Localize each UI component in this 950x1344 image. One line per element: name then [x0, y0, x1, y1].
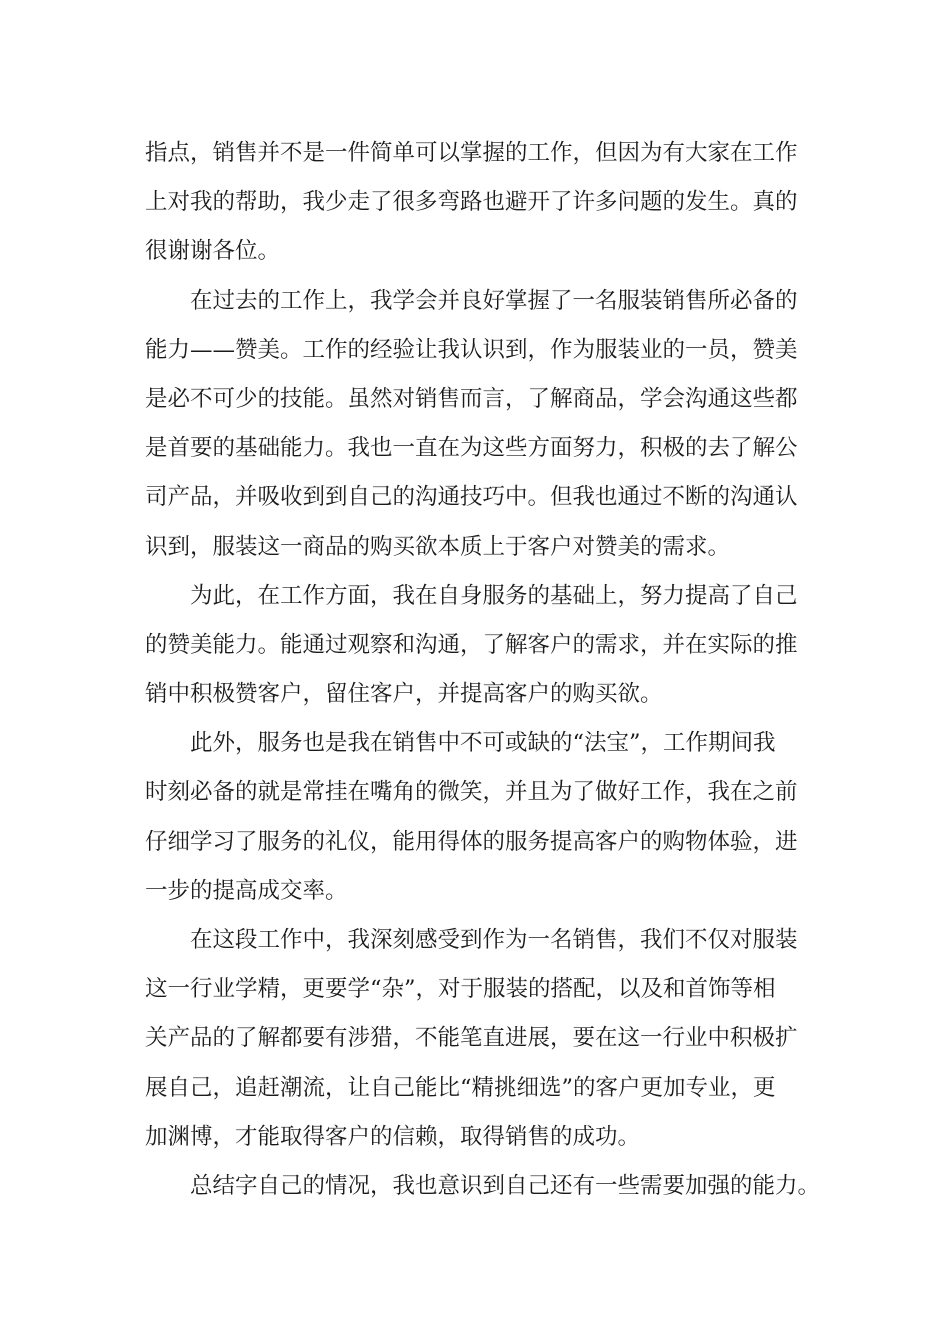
- paragraph-first-line: 在这段工作中，我深刻感受到作为一名销售，我们不仅对服装: [190, 927, 798, 953]
- text-line: 是必不可少的技能。虽然对销售而言，了解商品，学会沟通这些都: [145, 385, 798, 412]
- text-line: 识到，服装这一商品的购买欲本质上于客户对赞美的需求。: [145, 533, 731, 560]
- document-body: [145, 129, 835, 1211]
- text-line: 关产品的了解都要有涉猎，不能笔直进展，要在这一行业中积极扩: [145, 1025, 798, 1052]
- text-line: 展自己，追赶潮流，让自己能比“精挑细选”的客户更加专业，更: [145, 1074, 776, 1101]
- text-line: 仔细学习了服务的礼仪，能用得体的服务提高客户的购物体验，进: [145, 828, 798, 855]
- text-line: 销中积极赞客户，留住客户，并提高客户的购买欲。: [145, 681, 663, 708]
- text-line: 一步的提高成交率。: [145, 877, 348, 904]
- text-line: 指点，销售并不是一件简单可以掌握的工作，但因为有大家在工作: [145, 140, 798, 166]
- text-line: 时刻必备的就是常挂在嘴角的微笑，并且为了做好工作，我在之前: [145, 779, 798, 806]
- text-line: 加渊博，才能取得客户的信赖，取得销售的成功。: [145, 1123, 641, 1150]
- text-line: 很谢谢各位。: [145, 238, 281, 265]
- paragraph-first-line: 此外，服务也是我在销售中不可或缺的“法宝”，工作期间我: [190, 730, 776, 757]
- text-line: 的赞美能力。能通过观察和沟通，了解客户的需求，并在实际的推: [145, 631, 798, 658]
- text-line: 是首要的基础能力。我也一直在为这些方面努力，积极的去了解公: [145, 435, 798, 462]
- paragraph-first-line: 总结字自己的情况，我也意识到自己还有一些需要加强的能力。: [190, 1172, 821, 1199]
- text-line: 上对我的帮助，我少走了很多弯路也避开了许多问题的发生。真的: [145, 189, 798, 216]
- paragraph-first-line: 为此，在工作方面，我在自身服务的基础上，努力提高了自己: [190, 582, 798, 609]
- text-line: 司产品，并吸收到到自己的沟通技巧中。但我也通过不断的沟通认: [145, 484, 798, 511]
- paragraph-first-line: 在过去的工作上，我学会并良好掌握了一名服装销售所必备的: [190, 287, 798, 314]
- text-line: 这一行业学精，更要学“杂”，对于服装的搭配，以及和首饰等相: [145, 976, 776, 1003]
- text-line: 能力——赞美。工作的经验让我认识到，作为服装业的一员，赞美: [145, 336, 798, 363]
